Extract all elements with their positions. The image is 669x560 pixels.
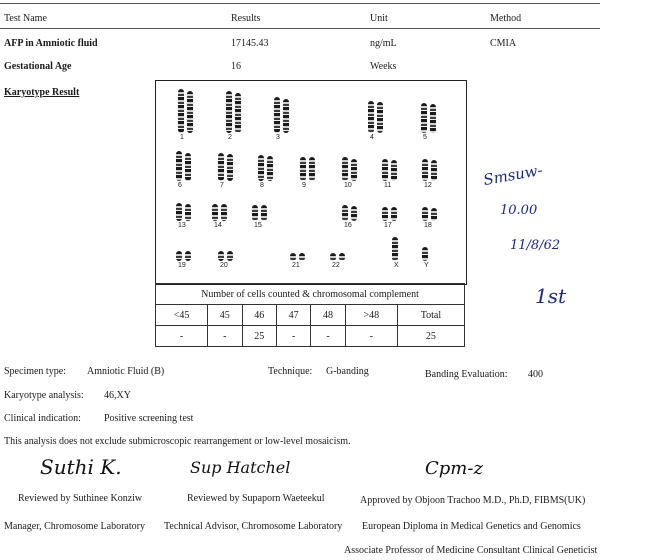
chromosome-pair — [392, 237, 398, 261]
chromosome — [267, 156, 273, 181]
chromosome — [342, 157, 348, 181]
count-header: 46 — [242, 305, 276, 326]
chromosome — [176, 203, 182, 221]
chromosome — [218, 251, 224, 261]
chromosome — [185, 204, 191, 221]
reviewer-1-role: Manager, Chromosome Laboratory — [4, 521, 145, 532]
chromosome-number: 18 — [424, 222, 432, 229]
chromosome-number: 13 — [178, 222, 186, 229]
count-value: - — [311, 326, 345, 347]
chromosome-number: 14 — [214, 222, 222, 229]
row-unit-ga: Weeks — [370, 61, 397, 72]
clinical-indication-label: Clinical indication: — [4, 413, 81, 424]
chromosome — [422, 247, 428, 261]
chromosome — [227, 251, 233, 261]
chromosome-number: 1 — [180, 134, 184, 141]
count-value: 25 — [397, 326, 464, 347]
chromosome-pair — [226, 91, 241, 133]
chromosome — [351, 159, 357, 181]
chromosome — [368, 101, 374, 133]
chromosome — [261, 205, 267, 221]
technique-label: Technique: — [268, 366, 313, 377]
chromosome — [283, 99, 289, 133]
chromosome-pair — [382, 207, 397, 221]
chromosome-pair — [178, 89, 193, 133]
karyogram-image — [155, 80, 467, 285]
chromosome-pair — [176, 151, 191, 181]
handwritten-note-3: 11/8/62 — [510, 238, 561, 253]
chromosome-number: 8 — [260, 182, 264, 189]
chromosome — [391, 160, 397, 181]
chromosome-pair — [290, 253, 305, 261]
chromosome-pair — [382, 159, 397, 181]
technique-value: G-banding — [326, 366, 369, 377]
chromosome — [226, 91, 232, 133]
chromosome — [274, 97, 280, 133]
reviewer-2-role: Technical Advisor, Chromosome Laboratory — [164, 521, 343, 532]
chromosome — [422, 207, 428, 221]
chromosome-number: 3 — [276, 134, 280, 141]
chromosome — [227, 154, 233, 181]
chromosome — [235, 93, 241, 133]
banding-label: Banding Evaluation: — [425, 369, 508, 380]
chromosome-number: 11 — [384, 182, 392, 189]
chromosome-pair — [218, 153, 233, 181]
karyotype-result-label: Karyotype Result — [4, 87, 80, 98]
count-header: <45 — [156, 305, 208, 326]
karyotype-analysis-value: 46,XY — [104, 390, 131, 401]
chromosome-number: 16 — [344, 222, 352, 229]
chromosome-number: 19 — [178, 262, 186, 269]
disclaimer-text: This analysis does not exclude submicroscopic rearrangement or low-level mosaicism. — [4, 436, 351, 447]
chromosome-pair — [422, 159, 437, 181]
chromosome — [178, 89, 184, 133]
chromosome-number: Y — [424, 262, 429, 269]
chromosome — [421, 103, 427, 133]
chromosome-pair — [368, 101, 383, 133]
clinical-indication-value: Positive screening test — [104, 413, 194, 424]
row-test-ga: Gestational Age — [4, 61, 72, 72]
chromosome — [299, 253, 305, 261]
chromosome-number: 21 — [292, 262, 300, 269]
chromosome-pair — [421, 103, 436, 133]
count-value: 25 — [242, 326, 276, 347]
chromosome — [422, 159, 428, 181]
chromosome-pair — [176, 251, 191, 261]
chromosome-number: 10 — [344, 182, 352, 189]
chromosome-number: 4 — [370, 134, 374, 141]
count-header: 47 — [276, 305, 310, 326]
chromosome — [187, 91, 193, 133]
chromosome — [377, 102, 383, 133]
col-header-unit: Unit — [370, 13, 388, 24]
chromosome-pair — [422, 247, 428, 261]
handwritten-note-2: 10.00 — [500, 203, 538, 218]
chromosome-number: 20 — [220, 262, 228, 269]
count-value: - — [276, 326, 310, 347]
specimen-label: Specimen type: — [4, 366, 66, 377]
chromosome — [431, 208, 437, 221]
row-test-afp: AFP in Amniotic fluid — [4, 38, 98, 49]
count-value: - — [208, 326, 242, 347]
chromosome — [300, 157, 306, 181]
count-header: 45 — [208, 305, 242, 326]
chromosome — [290, 253, 296, 261]
chromosome-pair — [330, 253, 345, 261]
count-header: 48 — [311, 305, 345, 326]
chromosome — [382, 159, 388, 181]
handwritten-note-1: Smsuw- — [481, 160, 544, 190]
col-header-test-name: Test Name — [4, 13, 47, 24]
chromosome-number: 12 — [424, 182, 432, 189]
chromosome-number: 15 — [254, 222, 262, 229]
count-header: >48 — [345, 305, 397, 326]
chromosome-pair — [274, 97, 289, 133]
cell-count-caption: Number of cells counted & chromosomal complement — [156, 284, 465, 305]
signature-suthinee: Suthi K. — [40, 455, 122, 479]
approver-name: Approved by Objoon Trachoo M.D., Ph.D, FIBMS(UK) — [360, 495, 586, 506]
handwritten-initials: 1st — [535, 284, 567, 308]
chromosome-pair — [212, 204, 227, 221]
chromosome — [392, 237, 398, 261]
chromosome-number: 17 — [384, 222, 392, 229]
chromosome — [342, 205, 348, 221]
chromosome — [309, 157, 315, 181]
chromosome-pair — [252, 205, 267, 221]
chromosome — [185, 153, 191, 181]
chromosome — [391, 207, 397, 221]
chromosome — [185, 251, 191, 261]
chromosome-pair — [258, 155, 273, 181]
reviewer-1-name: Reviewed by Suthinee Konziw — [18, 493, 143, 504]
signature-supaporn: Sup Hatchel — [190, 458, 291, 477]
chromosome-pair — [300, 157, 315, 181]
chromosome-pair — [422, 207, 437, 221]
approver-role: European Diploma in Medical Genetics and Genomics — [362, 521, 581, 532]
count-value: - — [345, 326, 397, 347]
chromosome-number: 2 — [228, 134, 232, 141]
chromosome — [430, 104, 436, 133]
row-unit-afp: ng/mL — [370, 38, 397, 49]
col-header-results: Results — [231, 13, 261, 24]
specimen-value: Amniotic Fluid (B) — [87, 366, 165, 377]
row-method-afp: CMIA — [490, 38, 517, 49]
chromosome-pair — [342, 157, 357, 181]
banding-value: 400 — [528, 369, 543, 380]
chromosome — [258, 155, 264, 181]
chromosome — [339, 253, 345, 261]
count-value: - — [156, 326, 208, 347]
chromosome-number: 9 — [302, 182, 306, 189]
chromosome — [351, 206, 357, 221]
row-result-ga: 16 — [231, 61, 241, 72]
chromosome-number: 22 — [332, 262, 340, 269]
signature-objoon: Cpm-z — [425, 458, 483, 479]
chromosome-number: 6 — [178, 182, 182, 189]
row-result-afp: 17145.43 — [231, 38, 269, 49]
chromosome-pair — [342, 205, 357, 221]
chromosome-pair — [218, 251, 233, 261]
col-header-method: Method — [490, 13, 522, 24]
count-header: Total — [397, 305, 464, 326]
approver-role-2: Associate Professor of Medicine Consultant Clinical Geneticist — [344, 545, 598, 556]
chromosome — [212, 204, 218, 221]
chromosome — [176, 251, 182, 261]
chromosome — [252, 205, 258, 221]
chromosome-number: 5 — [423, 134, 427, 141]
chromosome-number: X — [394, 262, 399, 269]
cell-count-table — [155, 283, 465, 347]
chromosome — [382, 207, 388, 221]
chromosome — [431, 160, 437, 181]
chromosome — [330, 253, 336, 261]
chromosome — [176, 151, 182, 181]
reviewer-2-name: Reviewed by Supaporn Waeteekul — [187, 493, 325, 504]
chromosome-number: 7 — [220, 182, 224, 189]
chromosome — [221, 204, 227, 221]
chromosome-pair — [176, 203, 191, 221]
karyotype-analysis-label: Karyotype analysis: — [4, 390, 84, 401]
chromosome — [218, 153, 224, 181]
